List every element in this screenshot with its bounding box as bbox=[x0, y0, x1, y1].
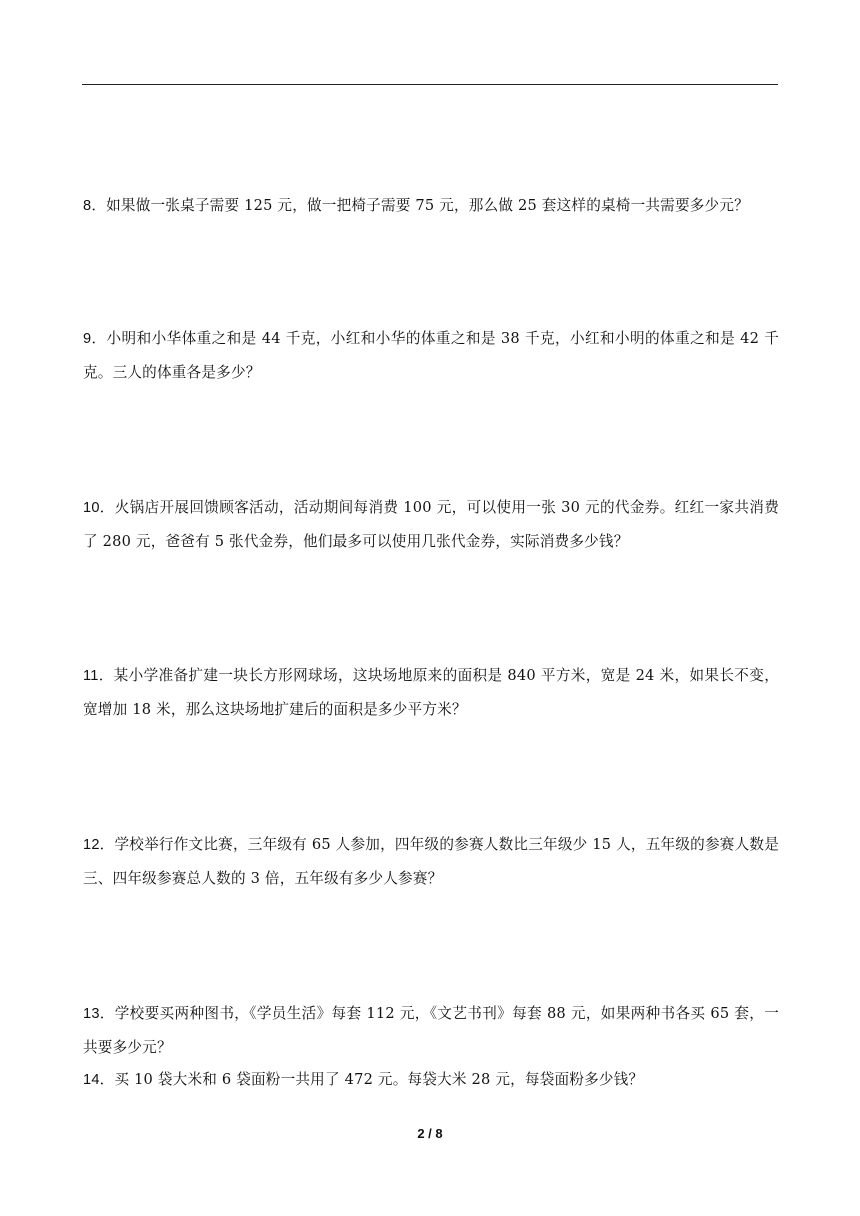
question-text: 火锅店开展回馈顾客活动，活动期间每消费 100 元，可以使用一张 30 元的代金券。红红一家共消费了 280 元，爸爸有 5 张代金券，他们最多可以使用几张代金券，实际消费多少钱？ bbox=[83, 499, 779, 550]
question-13 bbox=[83, 997, 779, 1065]
question-text: 如果做一张桌子需要 125 元，做一把椅子需要 75 元，那么做 25 套这样的桌椅一共需要多少元？ bbox=[106, 197, 749, 214]
question-text: 买 10 袋大米和 6 袋面粉一共用了 472 元。每袋大米 28 元，每袋面粉多少钱？ bbox=[114, 1071, 644, 1088]
question-number: 10． bbox=[83, 500, 115, 516]
question-number: 14． bbox=[83, 1072, 115, 1088]
question-text: 学校举行作文比赛，三年级有 65 人参加，四年级的参赛人数比三年级少 15 人，五年级的参赛人数是三、四年级参赛总人数的 3 倍，五年级有多少人参赛？ bbox=[83, 836, 779, 887]
question-number: 9． bbox=[83, 331, 107, 347]
question-12 bbox=[83, 828, 779, 896]
page-number: 2 / 8 bbox=[417, 1126, 443, 1141]
question-11 bbox=[83, 659, 779, 727]
question-text: 小明和小华体重之和是 44 千克，小红和小华的体重之和是 38 千克，小红和小明的体重之和是 42 千克。三人的体重各是多少？ bbox=[83, 330, 779, 381]
question-text: 某小学准备扩建一块长方形网球场，这块场地原来的面积是 840 平方米，宽是 24 米，如果长不变，宽增加 18 米，那么这块场地扩建后的面积是多少平方米？ bbox=[83, 667, 779, 718]
question-number: 11． bbox=[83, 668, 114, 684]
question-14 bbox=[83, 1063, 779, 1097]
question-number: 12． bbox=[83, 837, 115, 853]
question-text: 学校要买两种图书，《学员生活》每套 112 元，《文艺书刊》每套 88 元，如果两种书各买 65 套，一共要多少元？ bbox=[83, 1005, 779, 1056]
question-number: 13． bbox=[83, 1006, 115, 1022]
question-10 bbox=[83, 491, 779, 559]
question-9 bbox=[83, 322, 779, 390]
question-number: 8． bbox=[83, 198, 107, 214]
header-rule bbox=[82, 84, 778, 85]
question-8 bbox=[83, 189, 779, 223]
